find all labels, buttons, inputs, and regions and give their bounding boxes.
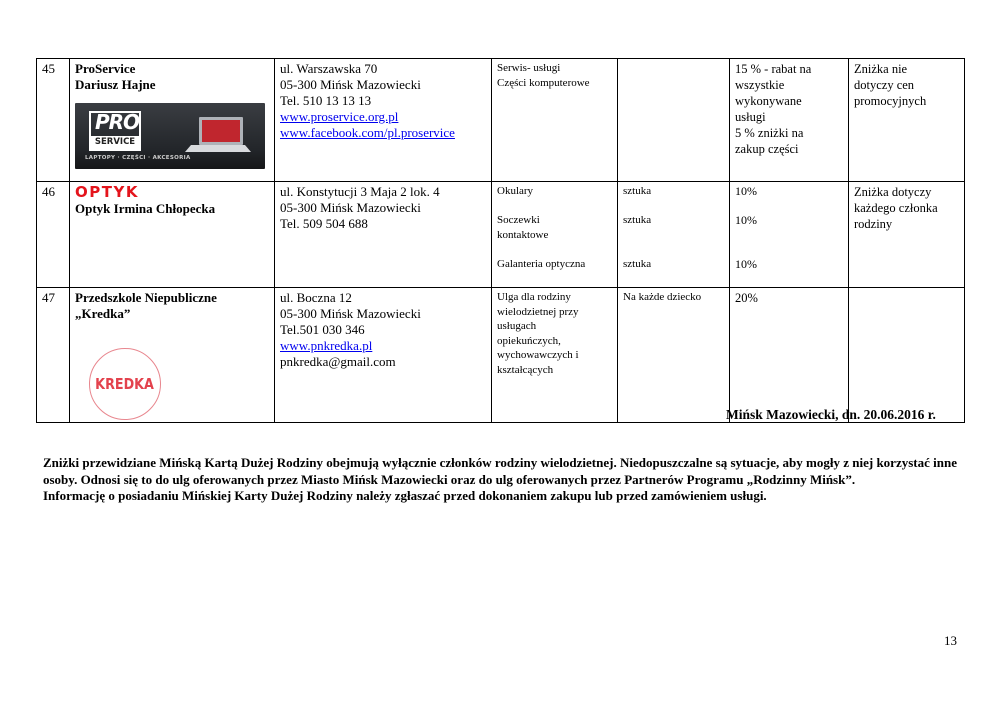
- discount-cell: [730, 182, 849, 288]
- service-line: Części komputerowe: [497, 76, 590, 89]
- address-line: 05-300 Mińsk Mazowiecki: [280, 77, 421, 92]
- unit-cell: [618, 59, 730, 182]
- logo-tagline: LAPTOPY · CZĘŚCI · AKCESORIA: [85, 155, 191, 161]
- email-address: pnkredka@gmail.com: [280, 354, 396, 369]
- partner-name-line: Dariusz Hajne: [75, 77, 156, 92]
- proservice-logo: [75, 103, 265, 169]
- pro-logo-box: [89, 111, 141, 151]
- discount-cell: [730, 59, 849, 182]
- service-line: Ulga dla rodziny: [497, 291, 571, 303]
- laptop-icon: [185, 115, 251, 155]
- note-line: Zniżka nie: [854, 62, 908, 76]
- date-line: Mińsk Mazowiecki, dn. 20.06.2016 r.: [726, 407, 936, 422]
- table-row: [37, 59, 965, 182]
- row-number: 47: [37, 288, 70, 423]
- note-cell: [849, 59, 965, 182]
- row-number: 45: [37, 59, 70, 182]
- optyk-logo: OPTYK: [75, 183, 139, 201]
- discount-line: 15 % - rabat na: [735, 62, 812, 76]
- service-line: Galanteria optyczna: [497, 257, 586, 270]
- logo-text: PRO: [95, 110, 140, 134]
- address-line: 05-300 Mińsk Mazowiecki: [280, 200, 421, 215]
- note-line: dotyczy cen: [854, 78, 915, 92]
- partner-name-line: Optyk Irmina Chłopecka: [75, 201, 216, 216]
- services-cell: [492, 59, 618, 182]
- service-line: kontaktowe: [497, 228, 549, 241]
- service-line: Serwis- usługi: [497, 62, 561, 74]
- discount-line: 10%: [735, 213, 757, 227]
- phone-line: Tel. 509 504 688: [280, 216, 368, 231]
- service-line: opiekuńczych,: [497, 334, 561, 347]
- kredka-logo: [89, 348, 161, 420]
- service-line: wielodzietnej przy: [497, 305, 579, 318]
- note-line: promocyjnych: [854, 94, 927, 108]
- phone-line: Tel. 510 13 13 13: [280, 93, 372, 108]
- partner-address: [275, 182, 492, 288]
- note-line: każdego członka: [854, 201, 938, 215]
- discount-cell: 20%: [730, 288, 849, 423]
- partner-name: [70, 288, 275, 423]
- info-paragraph: Zniżki przewidziane Mińską Kartą Dużej Rodziny obejmują wyłącznie członków rodziny wielodzietnej. Niedopuszczalne są sytuacje, aby mogły z niej korzystać inne osoby. Odnosi się to do ulg oferowanych przez Miasto Mińsk Mazowiecki oraz do ulg oferowanych przez Partnerów Programu „Rodzinny Mińsk”.: [43, 455, 957, 487]
- note-line: rodziny: [854, 217, 893, 231]
- service-line: wychowawczych i: [497, 349, 579, 361]
- info-paragraph: Informację o posiadaniu Mińskiej Karty Dużej Rodziny należy zgłaszać przed dokonaniem zakupu lub przed zamówieniem usługi.: [43, 488, 767, 503]
- partner-name: [70, 182, 275, 288]
- service-line: Okulary: [497, 185, 534, 197]
- table-row: [37, 182, 965, 288]
- discount-line: wykonywane: [735, 94, 802, 108]
- info-block: [43, 455, 957, 505]
- partner-name-line: Przedszkole Niepubliczne: [75, 290, 217, 305]
- discount-line: 10%: [735, 184, 757, 198]
- address-line: ul. Konstytucji 3 Maja 2 lok. 4: [280, 184, 440, 199]
- unit-line: sztuka: [623, 185, 652, 197]
- discount-line: zakup części: [735, 142, 799, 156]
- unit-cell: Na każde dziecko: [618, 288, 730, 423]
- partner-name-line: „Kredka”: [75, 306, 131, 321]
- website-link[interactable]: www.pnkredka.pl: [280, 338, 373, 353]
- website-link[interactable]: www.proservice.org.pl: [280, 109, 399, 124]
- unit-line: sztuka: [623, 214, 652, 226]
- partner-name-line: ProService: [75, 61, 136, 76]
- address-line: ul. Boczna 12: [280, 290, 352, 305]
- note-cell: [849, 182, 965, 288]
- services-cell: [492, 288, 618, 423]
- service-line: Soczewki: [497, 214, 540, 226]
- address-line: ul. Warszawska 70: [280, 61, 378, 76]
- service-line: usługach: [497, 320, 537, 332]
- partner-name: [70, 59, 275, 182]
- page-number: 13: [944, 633, 957, 648]
- logo-text: KREDKA: [95, 375, 155, 393]
- unit-line: sztuka: [623, 257, 652, 270]
- facebook-link[interactable]: www.facebook.com/pl.proservice: [280, 125, 455, 140]
- note-line: Zniżka dotyczy: [854, 185, 932, 199]
- row-number: 46: [37, 182, 70, 288]
- discount-line: 10%: [735, 256, 757, 271]
- discount-line: 5 % zniżki na: [735, 126, 804, 140]
- partner-address: [275, 288, 492, 423]
- discount-line: usługi: [735, 110, 766, 124]
- services-cell: [492, 182, 618, 288]
- note-cell: [849, 288, 965, 423]
- address-line: 05-300 Mińsk Mazowiecki: [280, 306, 421, 321]
- unit-cell: [618, 182, 730, 288]
- logo-text: SERVICE: [91, 136, 139, 149]
- partner-address: [275, 59, 492, 182]
- partners-table: [36, 58, 965, 423]
- discount-line: wszystkie: [735, 78, 785, 92]
- table-row: [37, 288, 965, 423]
- service-line: kształcących: [497, 363, 554, 376]
- phone-line: Tel.501 030 346: [280, 322, 365, 337]
